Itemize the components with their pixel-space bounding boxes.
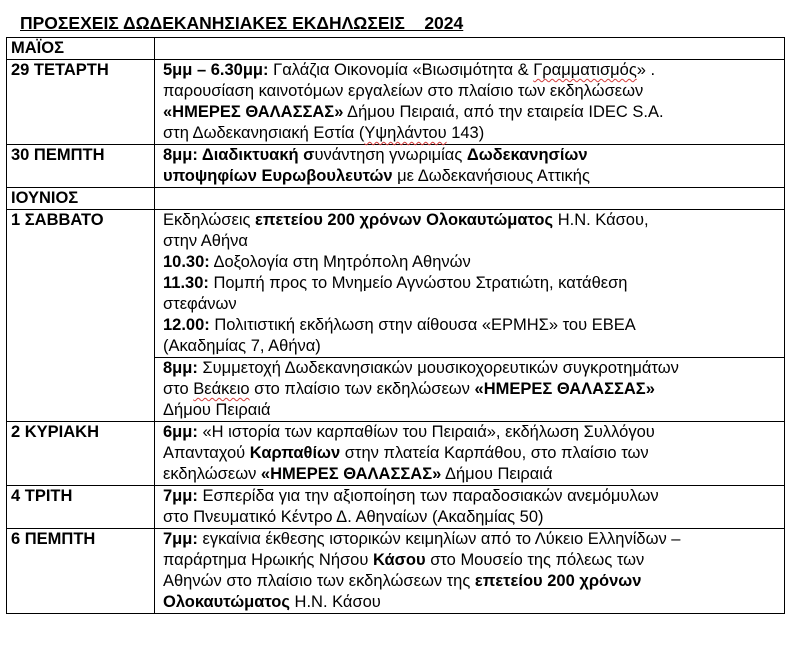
event-time: 11.30: <box>163 274 209 292</box>
event-row-1 <box>7 210 785 422</box>
event-time: 5μμ – 6.30μμ: <box>163 61 269 79</box>
event-block <box>155 357 784 421</box>
event-line <box>163 592 781 613</box>
event-emphasis: Καρπαθίων <box>249 444 341 462</box>
event-line <box>163 273 781 294</box>
event-cell <box>155 210 785 422</box>
event-time: 8μμ: <box>163 359 198 377</box>
date-cell: 30 ΠΕΜΠΤΗ <box>7 145 155 188</box>
event-text: στο <box>163 380 194 398</box>
event-line <box>163 102 781 123</box>
event-text: » . <box>636 61 656 79</box>
event-line <box>163 315 781 336</box>
event-line <box>163 422 781 443</box>
event-text: Βεάκειο <box>193 380 250 398</box>
event-line <box>163 252 781 273</box>
event-line <box>163 60 781 81</box>
event-line: στην Αθήνα <box>163 232 248 250</box>
event-line <box>163 486 781 507</box>
month-row-june <box>7 188 785 210</box>
event-emphasis: «ΗΜΕΡΕΣ ΘΑΛΑΣΣΑΣ» <box>163 103 344 121</box>
event-line <box>163 166 781 187</box>
event-emphasis: Δωδεκανησίων <box>466 146 588 164</box>
event-text: Εκδηλώσεις <box>163 211 256 229</box>
event-text: Δοξολογία στη Μητρόπολη Αθηνών <box>209 253 471 271</box>
event-line <box>163 123 781 144</box>
month-header-may: ΜΑΪΟΣ <box>7 38 155 60</box>
event-line <box>163 358 781 379</box>
event-text: Η.Ν. Κάσου <box>289 593 381 611</box>
event-text: Αθηνών στο πλαίσιο των εκδηλώσεων της <box>163 572 475 590</box>
event-text: Δήμου Πειραιά, από την εταιρεία IDEC S.A. <box>343 103 664 121</box>
empty-cell <box>155 38 785 60</box>
event-cell <box>155 529 785 614</box>
event-cell <box>155 145 785 188</box>
event-text: στο Μουσείο της πόλεως των <box>425 551 645 569</box>
event-text: Γραμματισμός <box>533 61 637 79</box>
event-block <box>155 210 784 357</box>
event-emphasis: 8μμ: Διαδικτυακή σ <box>163 146 315 164</box>
month-row-may <box>7 38 785 60</box>
event-line <box>163 443 781 464</box>
event-line: παρουσίαση καινοτόμων εργαλείων στο πλαίσιο των εκδηλώσεων <box>163 82 644 100</box>
event-text: Υψηλάντου <box>364 124 447 142</box>
event-text: Πολιτιστική εκδήλωση στην αίθουσα «ΕΡΜΗΣ» του ΕΒΕΑ <box>209 316 636 334</box>
empty-cell <box>155 188 785 210</box>
date-cell: 2 ΚΥΡΙΑΚΗ <box>7 422 155 486</box>
event-line <box>163 529 781 550</box>
date-cell: 29 ΤΕΤΑΡΤΗ <box>7 60 155 145</box>
event-line: στεφάνων <box>163 295 237 313</box>
document-title <box>6 4 785 38</box>
event-time: 6μμ: <box>163 423 198 441</box>
event-emphasis: υποψηφίων Ευρωβουλευτών <box>163 167 393 185</box>
event-time: 10.30: <box>163 253 210 271</box>
event-text: υνάντηση γνωριμίας <box>314 146 467 164</box>
event-text: «Η ιστορία των καρπαθίων του Πειραιά», εκδήλωση Συλλόγου <box>197 423 655 441</box>
event-text: με Δωδεκανήσιους Αττικής <box>392 167 590 185</box>
event-text: 143) <box>446 124 485 142</box>
event-line <box>163 145 781 166</box>
date-cell: 6 ΠΕΜΠΤΗ <box>7 529 155 614</box>
event-emphasis: Κάσου <box>372 551 426 569</box>
date-cell: 4 ΤΡΙΤΗ <box>7 486 155 529</box>
event-time: 12.00: <box>163 316 210 334</box>
date-cell: 1 ΣΑΒΒΑΤΟ <box>7 210 155 422</box>
event-text: Γαλάζια Οικονομία «Βιωσιμότητα & <box>268 61 534 79</box>
event-cell <box>155 486 785 529</box>
event-emphasis: «ΗΜΕΡΕΣ ΘΑΛΑΣΣΑΣ» <box>474 380 655 398</box>
event-text: Πομπή προς το Μνημείο Αγνώστου Στρατιώτη, κατάθεση <box>208 274 628 292</box>
month-header-june: ΙΟΥΝΙΟΣ <box>7 188 155 210</box>
event-line <box>163 379 781 400</box>
event-emphasis: «ΗΜΕΡΕΣ ΘΑΛΑΣΣΑΣ» <box>260 465 442 483</box>
event-text: Η.Ν. Κάσου, <box>553 211 649 229</box>
event-time: 7μμ: <box>163 487 198 505</box>
event-emphasis: επετείου 200 χρόνων Ολοκαυτώματος <box>255 211 554 229</box>
event-text: Εσπερίδα για την αξιοποίηση των παραδοσιακών ανεμόμυλων <box>197 487 659 505</box>
event-text: στη Δωδεκανησιακή Εστία ( <box>163 124 365 142</box>
event-row-29 <box>7 60 785 145</box>
event-line: Δήμου Πειραιά <box>163 401 271 419</box>
event-emphasis: επετείου 200 χρόνων <box>474 572 642 590</box>
event-row-4 <box>7 486 785 529</box>
event-line <box>163 550 781 571</box>
title-text: ΠΡΟΣΕΧΕΙΣ ΔΩΔΕΚΑΝΗΣΙΑΚΕΣ ΕΚΔΗΛΩΣΕΙΣ 2024 <box>20 13 464 33</box>
event-text: Δήμου Πειραιά <box>441 465 553 483</box>
event-line: στο Πνευματικό Κέντρο Δ. Αθηναίων (Ακαδημίας 50) <box>163 508 544 526</box>
event-row-6 <box>7 529 785 614</box>
event-cell <box>155 422 785 486</box>
event-emphasis: Ολοκαυτώματος <box>163 593 290 611</box>
event-time: 7μμ: <box>163 530 198 548</box>
event-cell <box>155 60 785 145</box>
event-text: στην πλατεία Καρπάθου, στο πλαίσιο των <box>340 444 649 462</box>
event-text: Απανταχού <box>163 444 250 462</box>
event-text: Συμμετοχή Δωδεκανησιακών μουσικοχορευτικών συγκροτημάτων <box>197 359 679 377</box>
events-table <box>6 37 785 614</box>
event-line <box>163 464 781 485</box>
event-line <box>163 571 781 592</box>
event-text: εκδηλώσεων <box>163 465 261 483</box>
event-text: παράρτημα Ηρωικής Νήσου <box>163 551 373 569</box>
event-text: εγκαίνια έκθεσης ιστορικών κειμηλίων από το Λύκειο Ελληνίδων – <box>197 530 681 548</box>
event-text: στο πλαίσιο των εκδηλώσεων <box>249 380 475 398</box>
event-line: (Ακαδημίας 7, Αθήνα) <box>163 337 321 355</box>
event-row-30 <box>7 145 785 188</box>
event-line <box>163 210 781 231</box>
event-row-2 <box>7 422 785 486</box>
